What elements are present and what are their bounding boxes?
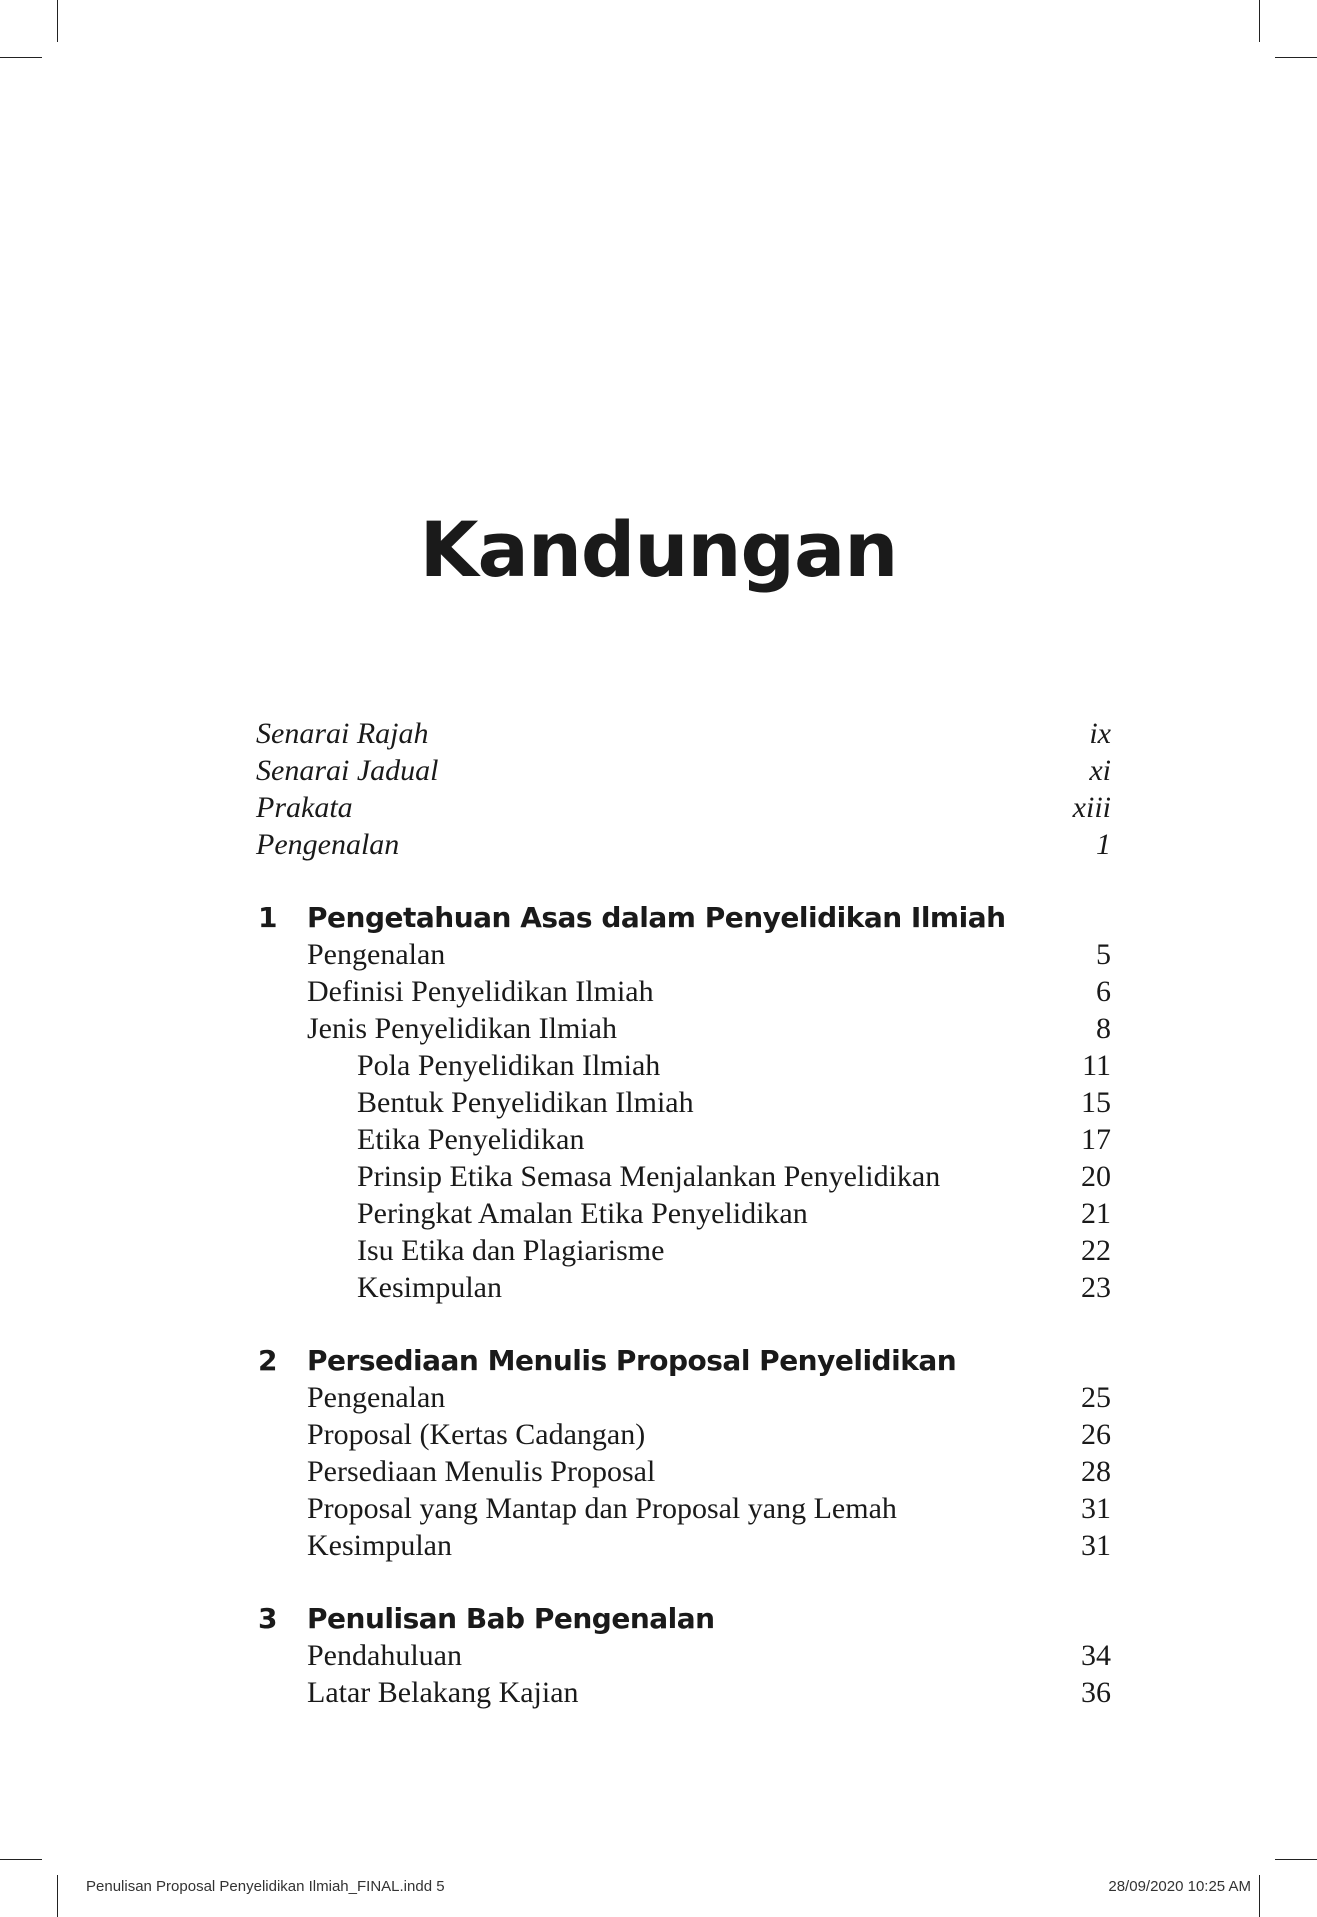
chapter-number: 1 (258, 901, 278, 934)
toc-entry[interactable] (256, 1674, 1111, 1711)
toc-entry-title: Pola Penyelidikan Ilmiah (357, 1049, 661, 1082)
toc-page-number: 20 (1081, 1160, 1111, 1193)
chapter-title: Penulisan Bab Pengenalan (307, 1602, 715, 1635)
toc-page-number: 36 (1081, 1676, 1111, 1709)
footer-timestamp: 28/09/2020 10:25 AM (1108, 1878, 1251, 1895)
crop-mark (57, 0, 58, 42)
toc-entry-title: Senarai Jadual (256, 754, 439, 787)
toc-entry[interactable] (256, 1158, 1111, 1195)
chapter-heading[interactable] (256, 1342, 1111, 1379)
toc-page-number: 31 (1081, 1492, 1111, 1525)
toc-entry-front-matter[interactable] (256, 752, 1111, 789)
toc-entry[interactable] (256, 1490, 1111, 1527)
footer-file-slug: Penulisan Proposal Penyelidikan Ilmiah_FINAL.indd 5 (86, 1878, 445, 1895)
toc-entry-front-matter[interactable] (256, 789, 1111, 826)
chapter-title: Persediaan Menulis Proposal Penyelidikan (307, 1344, 957, 1377)
toc-entry[interactable] (256, 1195, 1111, 1232)
chapter-number: 3 (258, 1602, 278, 1635)
toc-entry[interactable] (256, 1637, 1111, 1674)
toc-entry[interactable] (256, 1047, 1111, 1084)
toc-entry[interactable] (256, 936, 1111, 973)
toc-entry-title: Prinsip Etika Semasa Menjalankan Penyelidikan (357, 1160, 941, 1193)
toc-page-number: xi (1089, 754, 1111, 787)
toc-page-number: 23 (1081, 1271, 1111, 1304)
toc-page-number: 15 (1081, 1086, 1111, 1119)
crop-mark (1275, 1859, 1317, 1860)
chapter-heading[interactable] (256, 899, 1111, 936)
toc-entry[interactable] (256, 1527, 1111, 1564)
toc-entry-title: Etika Penyelidikan (357, 1123, 585, 1156)
chapter-title: Pengetahuan Asas dalam Penyelidikan Ilmiah (307, 901, 1006, 934)
toc-page-number: 31 (1081, 1529, 1111, 1562)
toc-page-number: 26 (1081, 1418, 1111, 1451)
toc-page-number: 11 (1082, 1049, 1111, 1082)
toc-entry-title: Pengenalan (307, 1381, 446, 1414)
toc-page-number: 21 (1081, 1197, 1111, 1230)
toc-entry-title: Pengenalan (256, 828, 400, 861)
toc-entry-title: Proposal yang Mantap dan Proposal yang Lemah (307, 1492, 897, 1525)
toc-page-number: 34 (1081, 1639, 1111, 1672)
toc-page-number: ix (1089, 717, 1111, 750)
chapter-heading[interactable] (256, 1600, 1111, 1637)
crop-mark (0, 1859, 42, 1860)
toc-entry-title: Pengenalan (307, 938, 446, 971)
toc-entry[interactable] (256, 1416, 1111, 1453)
toc-entry-title: Isu Etika dan Plagiarisme (357, 1234, 665, 1267)
crop-mark (1259, 1875, 1260, 1917)
toc-entry-title: Senarai Rajah (256, 717, 429, 750)
crop-mark (0, 57, 42, 58)
toc-entry[interactable] (256, 1084, 1111, 1121)
crop-mark (1259, 0, 1260, 42)
toc-page-number: 25 (1081, 1381, 1111, 1414)
toc-entry[interactable] (256, 1232, 1111, 1269)
crop-mark (57, 1875, 58, 1917)
toc-entry[interactable] (256, 973, 1111, 1010)
toc-entry[interactable] (256, 1121, 1111, 1158)
page-title: Kandungan (419, 505, 898, 594)
toc-entry[interactable] (256, 1379, 1111, 1416)
toc-entry-title: Jenis Penyelidikan Ilmiah (307, 1012, 617, 1045)
toc-page-number: 17 (1081, 1123, 1111, 1156)
toc-page-number: 8 (1096, 1012, 1111, 1045)
toc-page-number: 6 (1096, 975, 1111, 1008)
toc-page-number: 28 (1081, 1455, 1111, 1488)
toc-page-number: 1 (1096, 828, 1111, 861)
toc-entry-title: Kesimpulan (307, 1529, 452, 1562)
toc-entry[interactable] (256, 1010, 1111, 1047)
toc-entry-front-matter[interactable] (256, 715, 1111, 752)
toc-entry[interactable] (256, 1453, 1111, 1490)
toc-entry-title: Persediaan Menulis Proposal (307, 1455, 656, 1488)
toc-entry-title: Kesimpulan (357, 1271, 502, 1304)
table-of-contents (256, 715, 1111, 1711)
toc-entry-title: Latar Belakang Kajian (307, 1676, 579, 1709)
toc-page-number: 22 (1081, 1234, 1111, 1267)
toc-entry-front-matter[interactable] (256, 826, 1111, 863)
toc-page-number: 5 (1096, 938, 1111, 971)
toc-entry-title: Bentuk Penyelidikan Ilmiah (357, 1086, 694, 1119)
toc-entry-title: Pendahuluan (307, 1639, 462, 1672)
toc-entry-title: Proposal (Kertas Cadangan) (307, 1418, 646, 1451)
chapter-number: 2 (258, 1344, 278, 1377)
toc-entry[interactable] (256, 1269, 1111, 1306)
toc-entry-title: Prakata (256, 791, 353, 824)
toc-entry-title: Peringkat Amalan Etika Penyelidikan (357, 1197, 808, 1230)
toc-entry-title: Definisi Penyelidikan Ilmiah (307, 975, 654, 1008)
crop-mark (1275, 57, 1317, 58)
toc-page-number: xiii (1072, 791, 1111, 824)
